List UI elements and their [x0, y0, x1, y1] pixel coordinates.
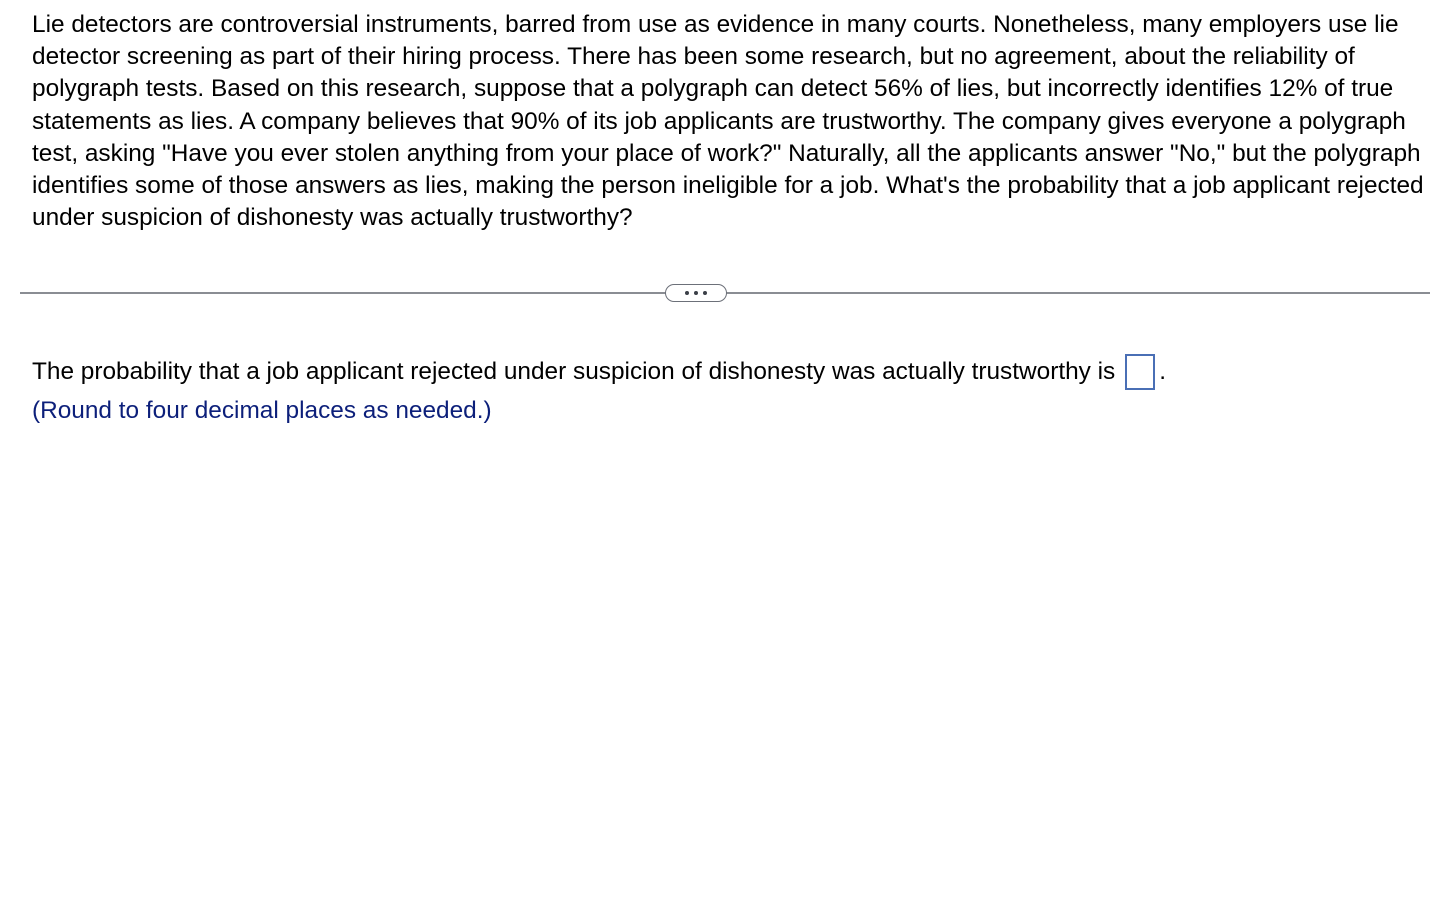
answer-input-box[interactable]: [1125, 354, 1155, 390]
question-text: Lie detectors are controversial instruments, barred from use as evidence in many courts. Nonetheless, many employers use lie detector screening as part of their hiring process. There has been some research, but no agreement, about the reliability of polygraph tests. Based on this research, suppose that a polygraph can detect 56% of lies, but incorrectly identifies 12% of true statements as lies. A company believes that 90% of its job applicants are trustworthy. The company gives everyone a polygraph test, asking "Have you ever stolen anything from your place of work?" Naturally, all the applicants answer "No," but the polygraph identifies some of those answers as lies, making the person ineligible for a job. What's the probability that a job applicant rejected under suspicion of dishonesty was actually trustworthy?: [32, 11, 1424, 232]
answer-statement: [32, 352, 1166, 392]
answer-suffix: .: [1159, 358, 1167, 385]
ellipsis-icon-dot-1: [685, 291, 689, 295]
expand-more-button[interactable]: [665, 284, 727, 302]
ellipsis-icon-dot-3: [703, 291, 707, 295]
rounding-hint: (Round to four decimal places as needed.): [32, 397, 492, 424]
answer-prompt: The probability that a job applicant rejected under suspicion of dishonesty was actually trustworthy is: [32, 358, 1116, 385]
ellipsis-icon-dot-2: [694, 291, 698, 295]
